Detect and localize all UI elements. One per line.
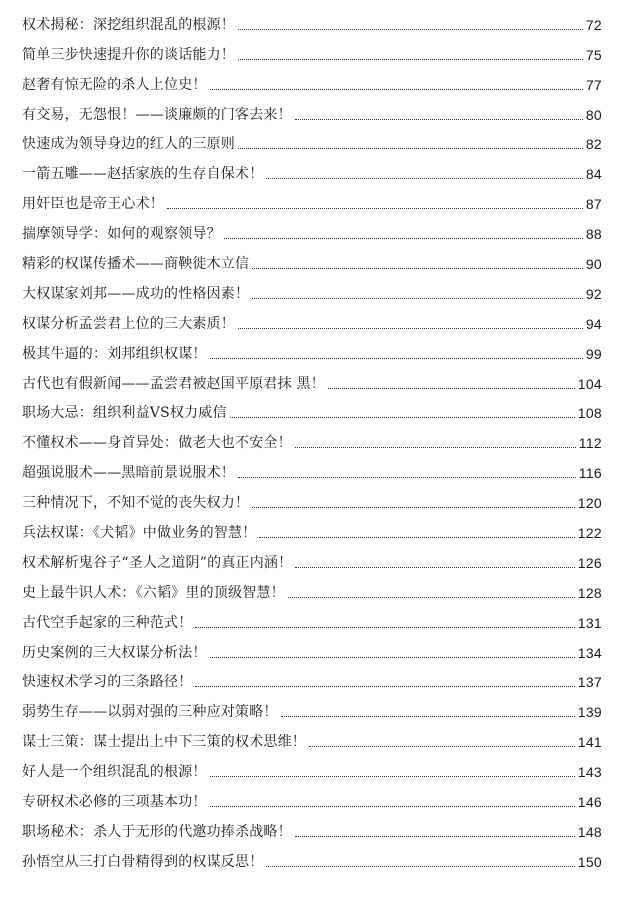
- toc-entry-title: 专研权术必修的三项基本功！: [22, 794, 207, 811]
- toc-entry[interactable]: [22, 336, 602, 366]
- toc-entry-page-number: 131: [577, 614, 602, 631]
- toc-entry-title: 一箭五雕——赵括家族的生存自保术！: [22, 166, 264, 183]
- toc-entry[interactable]: [22, 754, 602, 784]
- dot-leader: [210, 806, 575, 807]
- toc-entry[interactable]: [22, 784, 602, 814]
- toc-entry-page-number: 126: [577, 554, 602, 571]
- dot-leader: [238, 477, 576, 478]
- toc-entry-title: 谋士三策：谋士提出上中下三策的权术思维！: [22, 734, 306, 751]
- dot-leader: [167, 208, 583, 209]
- toc-entry[interactable]: [22, 306, 602, 336]
- toc-entry[interactable]: [22, 246, 602, 276]
- toc-entry-page-number: 148: [577, 823, 602, 840]
- dot-leader: [295, 447, 576, 448]
- toc-entry-page-number: 104: [577, 375, 602, 392]
- toc-entry[interactable]: [22, 156, 602, 186]
- toc-entry-page-number: 90: [585, 256, 602, 273]
- toc-entry-title: 精彩的权谋传播术——商鞅徙木立信: [22, 256, 250, 273]
- toc-entry-title: 快速成为领导身边的红人的三原则: [22, 136, 235, 153]
- toc-entry[interactable]: [22, 485, 602, 515]
- toc-entry-page-number: 77: [585, 76, 602, 93]
- toc-entry[interactable]: [22, 515, 602, 545]
- toc-entry-title: 揣摩领导学：如何的观察领导？: [22, 226, 221, 243]
- toc-entry-title: 快速权术学习的三条路径！: [22, 674, 193, 691]
- toc-entry-page-number: 72: [585, 16, 602, 33]
- toc-entry-title: 权术解析鬼谷子“圣人之道阴”的真正内涵！: [22, 554, 293, 571]
- dot-leader: [288, 597, 575, 598]
- toc-entry-title: 兵法权谋：《犬韬》中做业务的智慧！: [22, 525, 257, 542]
- toc-entry[interactable]: [22, 575, 602, 605]
- toc-entry-page-number: 88: [585, 226, 602, 243]
- toc-entry-page-number: 137: [577, 674, 602, 691]
- toc-entry-page-number: 75: [585, 46, 602, 63]
- toc-entry-page-number: 143: [577, 764, 602, 781]
- toc-entry[interactable]: [22, 724, 602, 754]
- toc-entry[interactable]: [22, 605, 602, 635]
- dot-leader: [238, 29, 583, 30]
- toc-entry-page-number: 112: [578, 435, 602, 452]
- dot-leader: [210, 358, 583, 359]
- dot-leader: [259, 537, 574, 538]
- toc-entry-title: 简单三步快速提升你的谈话能力！: [22, 46, 235, 63]
- toc-entry-title: 三种情况下，不知不觉的丧失权力！: [22, 495, 250, 512]
- toc-entry-page-number: 134: [577, 644, 602, 661]
- dot-leader: [238, 59, 583, 60]
- toc-entry-title: 历史案例的三大权谋分析法！: [22, 644, 207, 661]
- dot-leader: [252, 507, 575, 508]
- dot-leader: [195, 627, 574, 628]
- dot-leader: [238, 328, 583, 329]
- dot-leader: [295, 836, 575, 837]
- toc-entry-title: 权术揭秘：深挖组织混乱的根源！: [22, 16, 235, 33]
- toc-entry[interactable]: [22, 37, 602, 67]
- toc-entry-page-number: 84: [585, 166, 602, 183]
- toc-entry-page-number: 139: [577, 704, 602, 721]
- dot-leader: [309, 746, 575, 747]
- toc-entry-title: 好人是一个组织混乱的根源！: [22, 764, 207, 781]
- toc-entry-title: 职场秘术：杀人于无形的代邀功捧杀战略！: [22, 823, 292, 840]
- toc-entry-page-number: 80: [585, 106, 602, 123]
- toc-entry-title: 职场大忌：组织利益VS权力威信: [22, 405, 227, 422]
- toc-entry[interactable]: [22, 814, 602, 844]
- toc-entry-title: 权谋分析孟尝君上位的三大素质！: [22, 315, 235, 332]
- toc-entry-page-number: 120: [577, 495, 602, 512]
- toc-entry[interactable]: [22, 844, 602, 874]
- toc-entry-page-number: 122: [577, 525, 602, 542]
- toc-entry-page-number: 141: [577, 734, 602, 751]
- toc-entry[interactable]: [22, 216, 602, 246]
- toc-entry-title: 史上最牛识人术：《六韬》里的顶级智慧！: [22, 584, 285, 601]
- toc-entry-page-number: 87: [585, 196, 602, 213]
- toc-entry[interactable]: [22, 396, 602, 426]
- toc-entry-page-number: 82: [585, 136, 602, 153]
- dot-leader: [266, 178, 582, 179]
- dot-leader: [210, 776, 575, 777]
- toc-entry-page-number: 108: [577, 405, 602, 422]
- toc-entry[interactable]: [22, 186, 602, 216]
- toc-entry-page-number: 99: [585, 345, 602, 362]
- toc-entry-title: 用奸臣也是帝王心术！: [22, 196, 164, 213]
- toc-entry-page-number: 128: [577, 584, 602, 601]
- toc-entry[interactable]: [22, 545, 602, 575]
- toc-entry-title: 弱势生存——以弱对强的三种应对策略！: [22, 704, 278, 721]
- toc-entry[interactable]: [22, 694, 602, 724]
- toc-entry[interactable]: [22, 97, 602, 127]
- toc-entry-title: 不懂权术——身首异处：做老大也不安全！: [22, 435, 292, 452]
- toc-entry[interactable]: [22, 7, 602, 37]
- dot-leader: [281, 716, 575, 717]
- dot-leader: [230, 417, 575, 418]
- dot-leader: [238, 148, 583, 149]
- toc-entry-page-number: 150: [577, 853, 602, 870]
- dot-leader: [252, 298, 583, 299]
- toc-entry-title: 古代也有假新闻——孟尝君被赵国平原君抹 黑！: [22, 375, 325, 392]
- toc-entry-title: 极其牛逼的：刘邦组织权谋！: [22, 345, 207, 362]
- toc-entry-title: 古代空手起家的三种范式！: [22, 614, 193, 631]
- dot-leader: [195, 686, 574, 687]
- table-of-contents: [22, 7, 602, 874]
- dot-leader: [328, 388, 575, 389]
- toc-entry[interactable]: [22, 635, 602, 665]
- toc-entry-title: 有交易，无怨恨！——谈廉颇的门客去来！: [22, 106, 292, 123]
- dot-leader: [295, 119, 583, 120]
- toc-entry-page-number: 92: [585, 285, 602, 302]
- dot-leader: [266, 866, 574, 867]
- toc-entry-title: 孙悟空从三打白骨精得到的权谋反思！: [22, 853, 264, 870]
- toc-entry-title: 超强说服术——黑暗前景说服术！: [22, 465, 235, 482]
- toc-entry[interactable]: [22, 127, 602, 157]
- toc-entry-page-number: 116: [578, 465, 602, 482]
- toc-entry[interactable]: [22, 366, 602, 396]
- toc-entry[interactable]: [22, 425, 602, 455]
- dot-leader: [210, 89, 583, 90]
- toc-entry[interactable]: [22, 455, 602, 485]
- toc-entry[interactable]: [22, 276, 602, 306]
- toc-entry[interactable]: [22, 67, 602, 97]
- toc-entry-page-number: 146: [577, 794, 602, 811]
- toc-entry-title: 大权谋家刘邦——成功的性格因素！: [22, 285, 250, 302]
- dot-leader: [295, 567, 574, 568]
- dot-leader: [210, 657, 575, 658]
- toc-entry[interactable]: [22, 665, 602, 695]
- dot-leader: [252, 268, 583, 269]
- toc-entry-title: 赵奢有惊无险的杀人上位史！: [22, 76, 207, 93]
- toc-entry-page-number: 94: [585, 315, 602, 332]
- dot-leader: [224, 238, 583, 239]
